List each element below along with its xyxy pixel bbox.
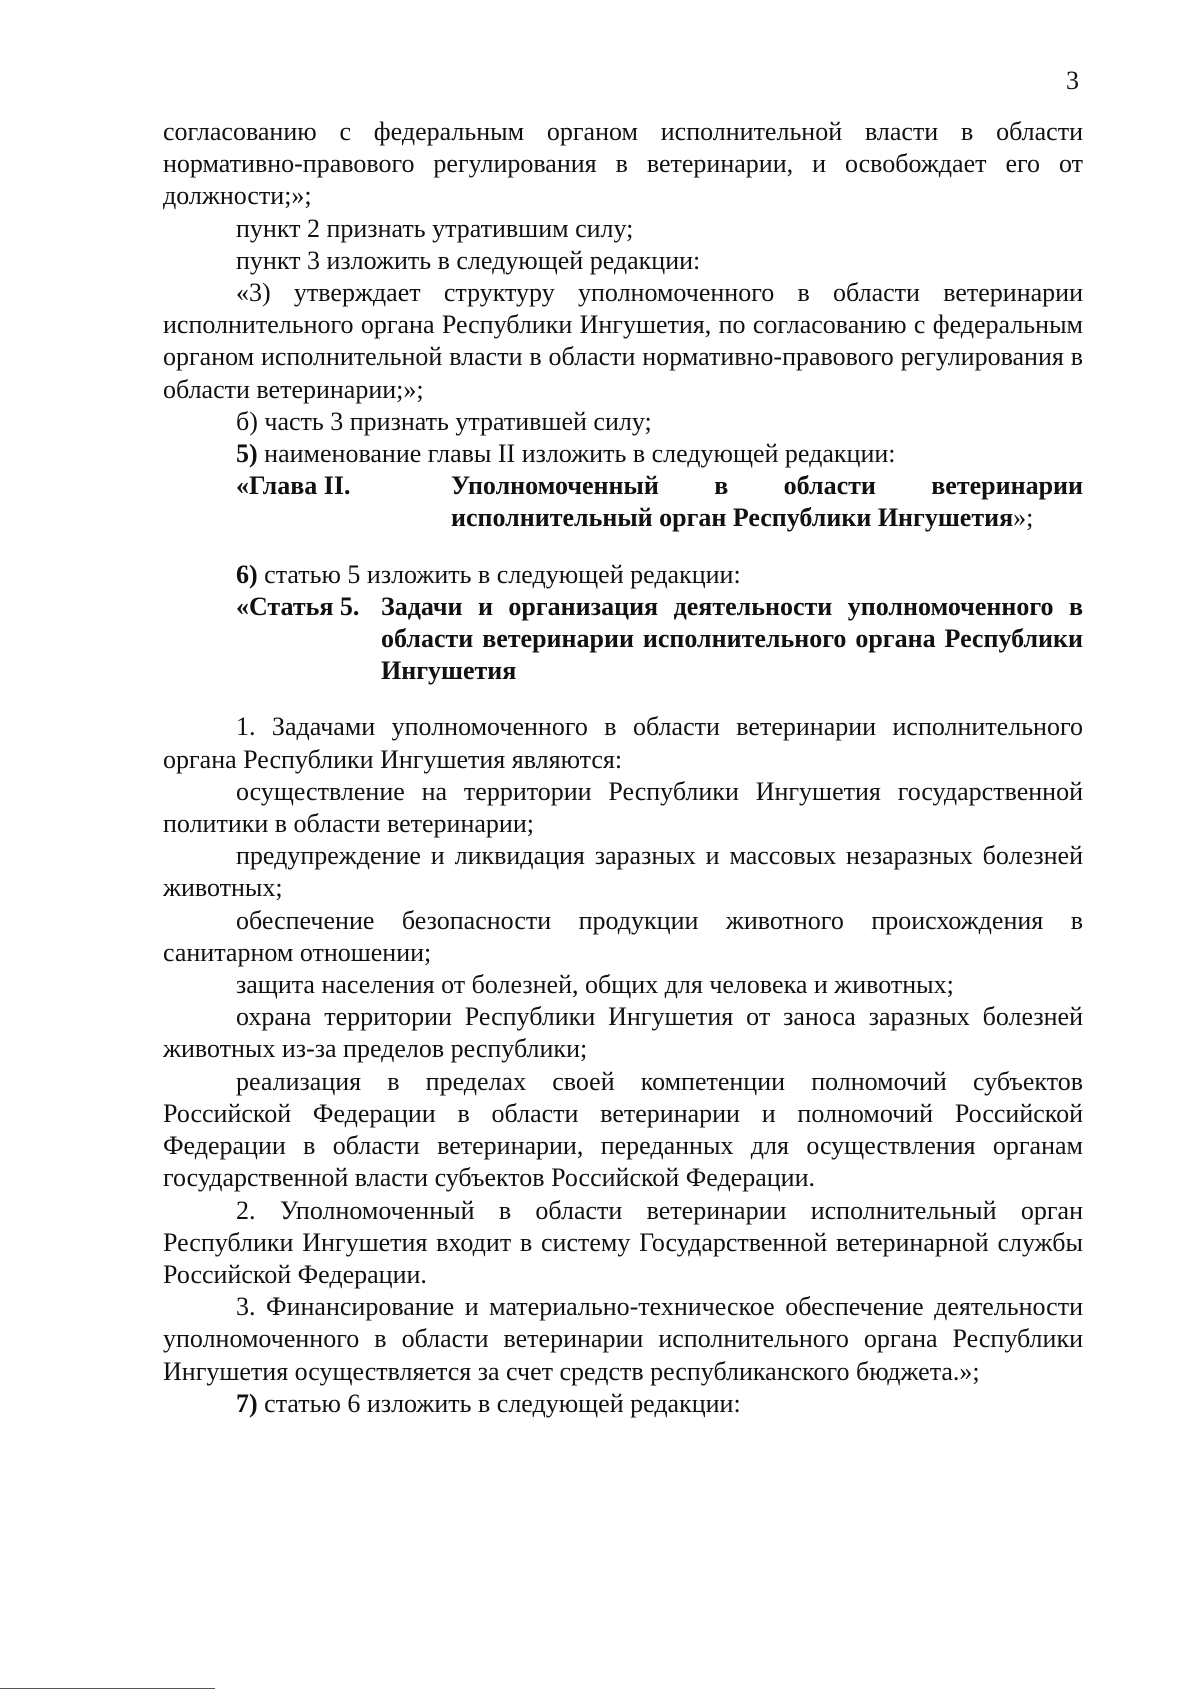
scan-edge-line bbox=[0, 1688, 215, 1689]
document-body bbox=[163, 116, 1083, 1420]
paragraph: охрана территории Республики Ингушетия от заноса заразных болезней животных из-за пределов республики; bbox=[163, 1002, 1083, 1064]
chapter-heading bbox=[236, 470, 1083, 534]
item-number: 5) bbox=[236, 439, 258, 469]
item-number: 6) bbox=[236, 559, 258, 589]
article-label: «Статья 5. bbox=[236, 591, 360, 621]
paragraph: пункт 2 признать утратившим силу; bbox=[236, 213, 634, 243]
paragraph: реализация в пределах своей компетенции полномочий субъектов Российской Федерации в области ветеринарии и полномочий Российской Федерации в области ветеринарии, переданных для осуществления органам государственной власти субъектов Российской Федерации. bbox=[163, 1066, 1083, 1193]
paragraph: пункт 3 изложить в следующей редакции: bbox=[236, 245, 701, 275]
paragraph: 3. Финансирование и материально-техническое обеспечение деятельности уполномоченного в области ветеринарии исполнительного органа Республики Ингушетия осуществляется за счет средств республиканского бюджета.»; bbox=[163, 1292, 1083, 1386]
chapter-title-text: Уполномоченный в области ветеринарии исполнительный орган Республики Ингушетия bbox=[451, 471, 1083, 533]
paragraph: предупреждение и ликвидация заразных и массовых незаразных болезней животных; bbox=[163, 841, 1083, 903]
paragraph: осуществление на территории Республики Ингушетия государственной политики в области ветеринарии; bbox=[163, 776, 1083, 839]
paragraph: 2. Уполномоченный в области ветеринарии исполнительный орган Республики Ингушетия входит в систему Государственной ветеринарной службы Российской Федерации. bbox=[163, 1195, 1083, 1289]
paragraph bbox=[163, 438, 1083, 470]
paragraph: защита населения от болезней, общих для человека и животных; bbox=[236, 970, 954, 1000]
item-number: 7) bbox=[236, 1388, 258, 1418]
page-number: 3 bbox=[1066, 66, 1079, 95]
article-title: Задачи и организация деятельности уполномоченного в области ветеринарии исполнительного органа Республики Ингушетия bbox=[381, 591, 1083, 686]
item-text: наименование главы II изложить в следующей редакции: bbox=[257, 439, 896, 469]
paragraph bbox=[163, 559, 1083, 591]
chapter-label: «Глава II. bbox=[236, 471, 351, 501]
paragraph: б) часть 3 признать утратившей силу; bbox=[236, 406, 652, 436]
spacer bbox=[163, 687, 1083, 711]
paragraph bbox=[163, 1388, 1083, 1420]
chapter-title bbox=[451, 470, 1083, 534]
paragraph: согласованию с федеральным органом исполнительной власти в области нормативно-правового регулирования в ветеринарии, и освобождает его от должности;»; bbox=[163, 117, 1083, 211]
item-text: статью 6 изложить в следующей редакции: bbox=[257, 1388, 741, 1418]
article-heading bbox=[236, 591, 1083, 688]
paragraph: 1. Задачами уполномоченного в области ветеринарии исполнительного органа Республики Ингушетия являются: bbox=[163, 712, 1083, 774]
chapter-title-end: »; bbox=[1013, 503, 1034, 533]
spacer bbox=[163, 535, 1083, 559]
paragraph: обеспечение безопасности продукции животного происхождения в санитарном отношении; bbox=[163, 905, 1083, 967]
paragraph: «3) утверждает структуру уполномоченного в области ветеринарии исполнительного органа Республики Ингушетия, по согласованию с федеральным органом исполнительной власти в области нормативно-правового регулирования в области ветеринарии;»; bbox=[163, 278, 1083, 404]
item-text: статью 5 изложить в следующей редакции: bbox=[257, 559, 741, 589]
